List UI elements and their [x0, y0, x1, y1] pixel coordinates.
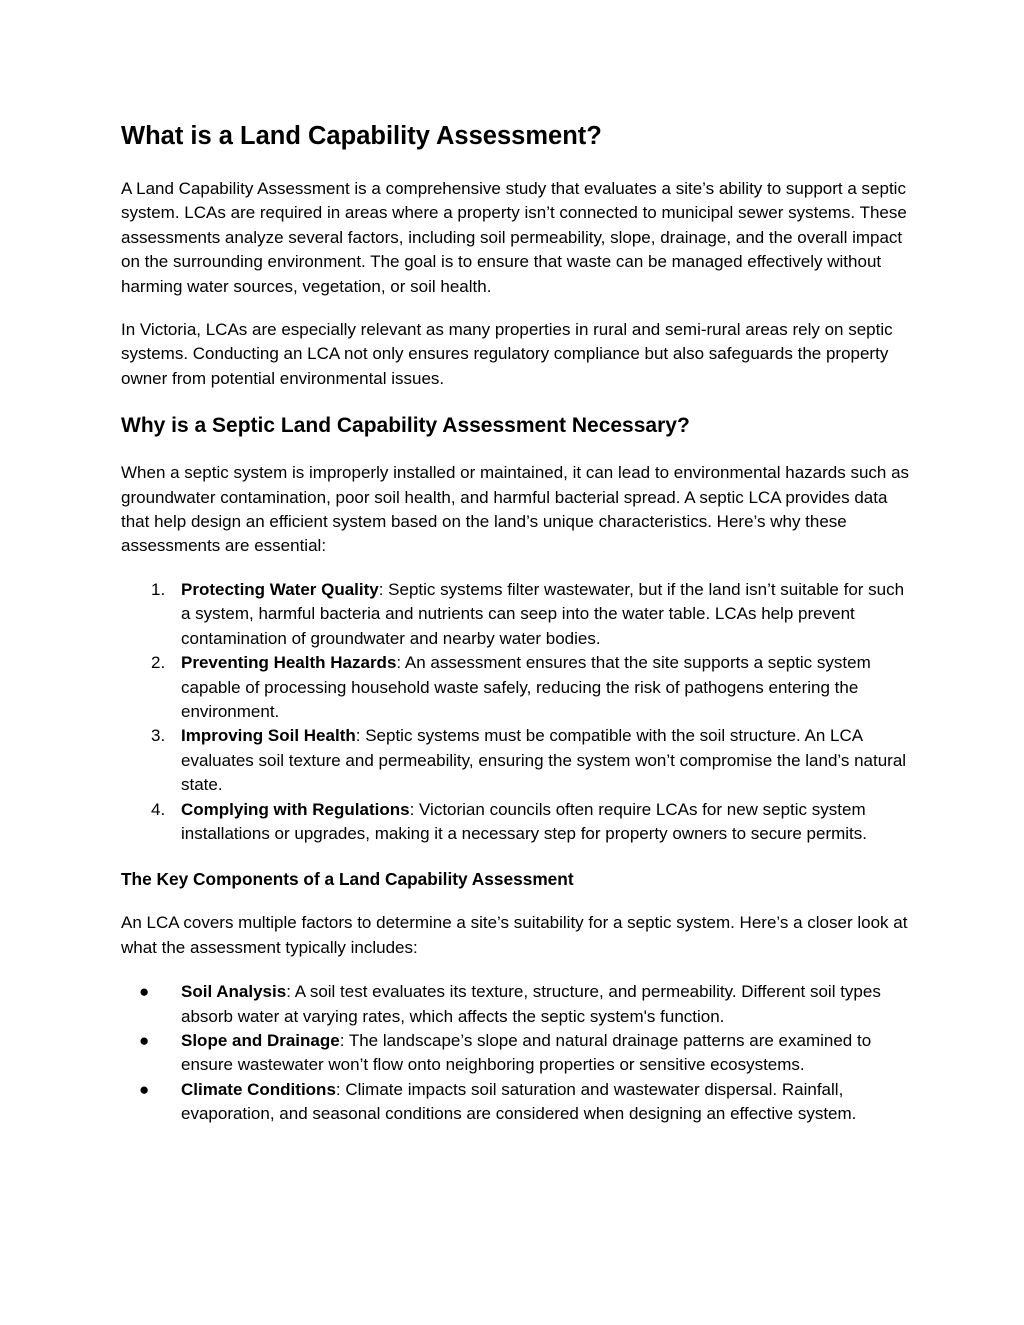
list-item-term: Improving Soil Health: [181, 726, 356, 746]
list-item-text: : Septic systems must be compatible with the soil structure. An LCA evaluates soil texture and permeability, ensuring the system won’t compromise the land’s natural state.: [181, 726, 907, 795]
list-item-term: Climate Conditions: [181, 1079, 336, 1099]
bullet-icon: ●: [139, 1079, 150, 1099]
heading-why-necessary: Why is a Septic Land Capability Assessment Necessary?: [121, 414, 690, 438]
bullet-icon: ●: [139, 1030, 150, 1050]
heading-key-components: The Key Components of a Land Capability Assessment: [121, 869, 574, 890]
list-item-term: Preventing Health Hazards: [181, 653, 397, 673]
components-list: [121, 980, 911, 1126]
heading-land-capability-assessment: What is a Land Capability Assessment?: [121, 122, 602, 150]
list-marker: 2.: [151, 653, 166, 673]
list-item-term: Complying with Regulations: [181, 799, 410, 819]
list-item: [121, 1029, 911, 1078]
reasons-list: [121, 578, 911, 846]
paragraph-lca-definition: A Land Capability Assessment is a comprehensive study that evaluates a site’s ability to support a septic system. LCAs are required in areas where a property isn’t connected to municipal sewer systems. These assessments analyze several factors, including soil permeability, slope, drainage, and the overall impact on the surrounding environment. The goal is to ensure that waste can be managed effectively without harming water sources, vegetation, or soil health.: [121, 179, 907, 296]
list-item-text: : Victorian councils often require LCAs for new septic system installations or upgrades, making it a necessary step for property owners to secure permits.: [181, 799, 867, 843]
list-item-text: : A soil test evaluates its texture, structure, and permeability. Different soil types absorb water at varying rates, which affects the septic system's function.: [181, 982, 881, 1026]
list-item: [121, 724, 911, 797]
document-page: [121, 118, 911, 1127]
list-item: [121, 980, 911, 1029]
list-item: [121, 651, 911, 724]
list-item-term: Soil Analysis: [181, 982, 287, 1002]
list-marker: 3.: [151, 726, 166, 746]
paragraph-why-intro: When a septic system is improperly installed or maintained, it can lead to environmental hazards such as groundwater contamination, poor soil health, and harmful bacterial spread. A septic LCA provides data that help design an efficient system based on the land’s unique characteristics. Here’s why these assessments are essential:: [121, 463, 910, 556]
list-item-text: : Septic systems filter wastewater, but if the land isn’t suitable for such a system, harmful bacteria and nutrients can seep into the water table. LCAs help prevent contamination of groundwater and nearby water bodies.: [181, 579, 905, 648]
list-item: [121, 1078, 911, 1127]
list-marker: 1.: [151, 579, 166, 599]
paragraph-victoria-lca: In Victoria, LCAs are especially relevant as many properties in rural and semi-rural areas rely on septic systems. Conducting an LCA not only ensures regulatory compliance but also safeguards the property owner from potential environmental issues.: [121, 320, 893, 388]
list-item-term: Slope and Drainage: [181, 1030, 340, 1050]
list-item-text: : Climate impacts soil saturation and wastewater dispersal. Rainfall, evaporation, and seasonal conditions are considered when designing an effective system.: [181, 1079, 857, 1124]
list-marker: 4.: [151, 799, 166, 819]
list-item-term: Protecting Water Quality: [181, 579, 379, 599]
list-item: [121, 798, 911, 847]
bullet-icon: ●: [139, 982, 150, 1002]
list-item: [121, 578, 911, 651]
paragraph-components-intro: An LCA covers multiple factors to determine a site’s suitability for a septic system. Here’s a closer look at what the assessment typically includes:: [121, 913, 908, 957]
list-item-text: : An assessment ensures that the site supports a septic system capable of processing household waste safely, reducing the risk of pathogens entering the environment.: [181, 653, 871, 721]
list-item-text: : The landscape’s slope and natural drainage patterns are examined to ensure wastewater won’t flow onto neighboring properties or sensitive ecosystems.: [181, 1030, 872, 1075]
